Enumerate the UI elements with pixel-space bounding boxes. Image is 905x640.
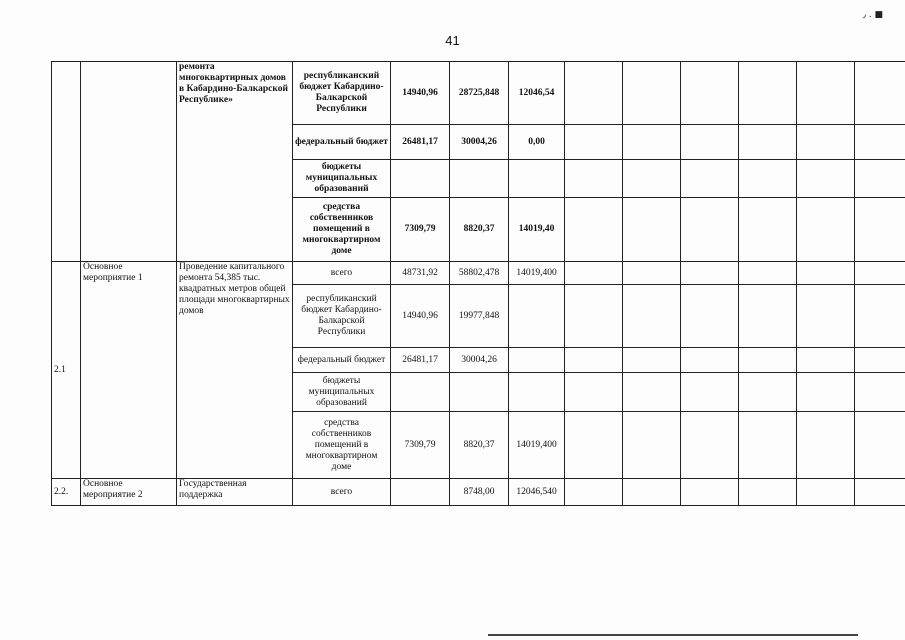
funding-source: республиканский бюджет Кабардино-Балкарской Республики — [293, 285, 391, 348]
value-cell: 8748,00 — [450, 479, 509, 506]
funding-source: республиканский бюджет Кабардино-Балкарской Республики — [293, 62, 391, 125]
value-cell — [509, 373, 565, 412]
empty-cell — [565, 479, 623, 506]
empty-cell — [739, 285, 797, 348]
empty-cell — [681, 262, 739, 285]
value-cell: 30004,26 — [450, 348, 509, 373]
empty-cell — [797, 373, 855, 412]
empty-cell — [855, 160, 905, 198]
empty-cell — [565, 412, 623, 479]
scan-marks: ٫ . ■ — [862, 10, 883, 20]
funding-source: средства собственников помещений в многоквартирном доме — [293, 198, 391, 262]
value-cell — [450, 160, 509, 198]
empty-cell — [739, 160, 797, 198]
value-cell: 28725,848 — [450, 62, 509, 125]
funding-source: средства собственников помещений в многоквартирном доме — [293, 412, 391, 479]
value-cell: 14019,400 — [509, 262, 565, 285]
value-cell: 30004,26 — [450, 125, 509, 160]
row-name: Основное мероприятие 1 — [81, 262, 177, 479]
value-cell — [509, 348, 565, 373]
empty-cell — [681, 479, 739, 506]
value-cell: 19977,848 — [450, 285, 509, 348]
empty-cell — [739, 348, 797, 373]
value-cell: 8820,37 — [450, 412, 509, 479]
value-cell: 8820,37 — [450, 198, 509, 262]
empty-cell — [855, 262, 905, 285]
empty-cell — [739, 412, 797, 479]
value-cell: 58802,478 — [450, 262, 509, 285]
row-number: 2.2. — [52, 479, 81, 506]
empty-cell — [681, 125, 739, 160]
empty-cell — [739, 262, 797, 285]
empty-cell — [623, 125, 681, 160]
value-cell: 14940,96 — [391, 285, 450, 348]
funding-source: всего — [293, 479, 391, 506]
row-name: Основное мероприятие 2 — [81, 479, 177, 506]
empty-cell — [855, 412, 905, 479]
value-cell: 26481,17 — [391, 348, 450, 373]
empty-cell — [565, 198, 623, 262]
empty-cell — [565, 160, 623, 198]
empty-cell — [797, 348, 855, 373]
value-cell: 26481,17 — [391, 125, 450, 160]
value-cell: 48731,92 — [391, 262, 450, 285]
row-number: 2.1 — [52, 262, 81, 479]
empty-cell — [855, 348, 905, 373]
empty-cell — [623, 285, 681, 348]
empty-cell — [681, 373, 739, 412]
empty-cell — [739, 479, 797, 506]
empty-cell — [855, 285, 905, 348]
empty-cell — [681, 62, 739, 125]
value-cell: 12046,540 — [509, 479, 565, 506]
empty-cell — [855, 62, 905, 125]
empty-cell — [739, 373, 797, 412]
empty-cell — [739, 198, 797, 262]
value-cell — [391, 373, 450, 412]
empty-cell — [855, 198, 905, 262]
empty-cell — [623, 262, 681, 285]
empty-cell — [623, 198, 681, 262]
empty-cell — [681, 285, 739, 348]
empty-cell — [797, 62, 855, 125]
empty-cell — [623, 348, 681, 373]
empty-cell — [565, 262, 623, 285]
funding-source: федеральный бюджет — [293, 348, 391, 373]
empty-cell — [797, 198, 855, 262]
empty-cell — [565, 285, 623, 348]
empty-cell — [623, 373, 681, 412]
empty-cell — [681, 198, 739, 262]
table-row — [52, 479, 905, 506]
empty-cell — [797, 125, 855, 160]
value-cell — [450, 373, 509, 412]
page-number: 41 — [445, 33, 460, 48]
table-row — [52, 262, 905, 285]
value-cell — [391, 160, 450, 198]
empty-cell — [855, 479, 905, 506]
empty-cell — [565, 373, 623, 412]
empty-cell — [565, 125, 623, 160]
empty-cell — [681, 348, 739, 373]
budget-table — [51, 61, 905, 506]
value-cell: 0,00 — [509, 125, 565, 160]
empty-cell — [681, 160, 739, 198]
funding-source: федеральный бюджет — [293, 125, 391, 160]
empty-cell — [739, 62, 797, 125]
row-description: Проведение капитального ремонта 54,385 тыс. квадратных метров общей площади многоквартирных домов — [177, 262, 293, 479]
empty-cell — [855, 125, 905, 160]
funding-source: бюджеты муниципальных образований — [293, 373, 391, 412]
footer-rule — [488, 634, 858, 636]
empty-cell — [739, 125, 797, 160]
value-cell: 14019,400 — [509, 412, 565, 479]
empty-cell — [855, 373, 905, 412]
row-description: ремонта многоквартирных домов в Кабардино-Балкарской Республике» — [177, 62, 293, 262]
empty-cell — [565, 348, 623, 373]
empty-cell — [797, 262, 855, 285]
value-cell: 7309,79 — [391, 198, 450, 262]
row-name-cell — [81, 62, 177, 262]
funding-source: всего — [293, 262, 391, 285]
empty-cell — [797, 160, 855, 198]
value-cell: 14019,40 — [509, 198, 565, 262]
value-cell: 12046,54 — [509, 62, 565, 125]
empty-cell — [565, 62, 623, 125]
value-cell: 14940,96 — [391, 62, 450, 125]
empty-cell — [681, 412, 739, 479]
empty-cell — [623, 412, 681, 479]
row-description: Государственная поддержка — [177, 479, 293, 506]
empty-cell — [797, 412, 855, 479]
empty-cell — [797, 285, 855, 348]
value-cell — [391, 479, 450, 506]
empty-cell — [623, 479, 681, 506]
table-row — [52, 62, 905, 125]
empty-cell — [623, 62, 681, 125]
empty-cell — [623, 160, 681, 198]
value-cell — [509, 285, 565, 348]
row-number-cell — [52, 62, 81, 262]
value-cell: 7309,79 — [391, 412, 450, 479]
value-cell — [509, 160, 565, 198]
funding-source: бюджеты муниципальных образований — [293, 160, 391, 198]
empty-cell — [797, 479, 855, 506]
